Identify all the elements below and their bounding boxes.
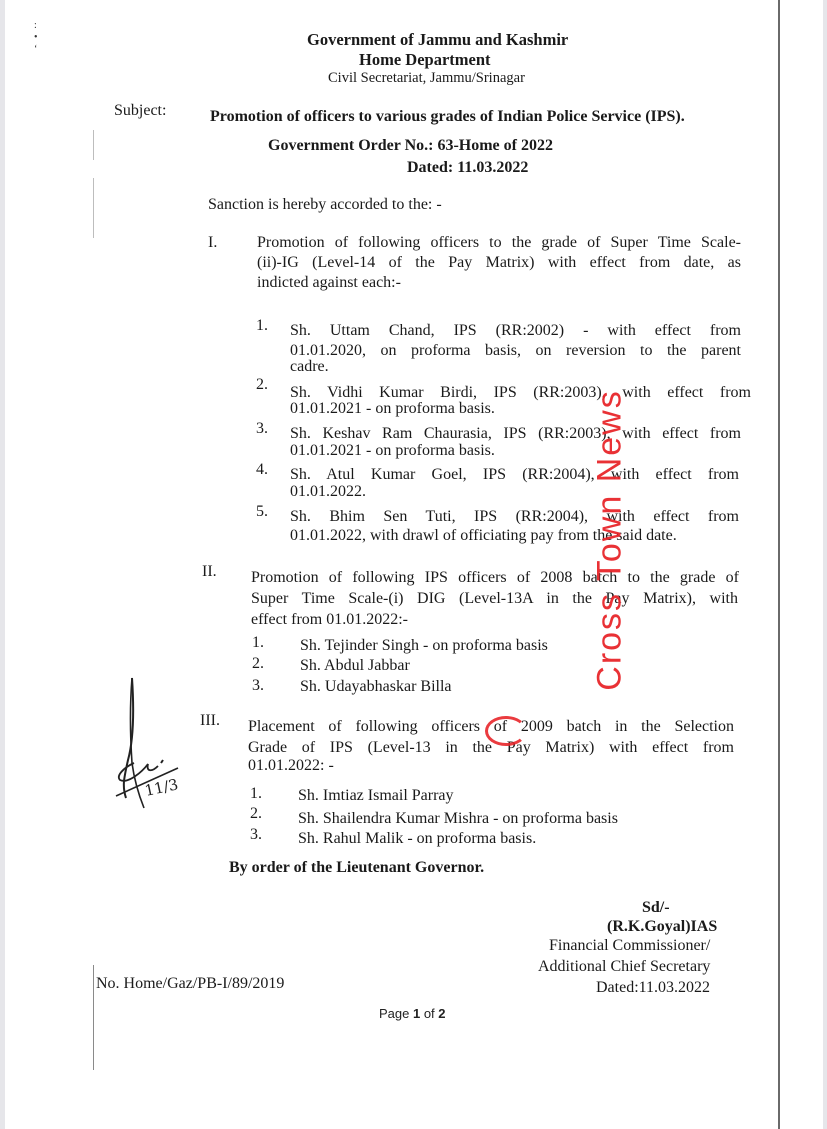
section-numeral: I. bbox=[208, 234, 218, 251]
scan-specks: : • ‘ bbox=[34, 20, 38, 55]
section-text: effect from 01.01.2022:- bbox=[251, 611, 408, 628]
item-number: 3. bbox=[250, 826, 262, 843]
item-number: 1. bbox=[250, 785, 262, 802]
item-number: 2. bbox=[252, 655, 264, 672]
officer-entry: 01.01.2020, on proforma basis, on reversion to the parent bbox=[290, 342, 741, 359]
officer-entry: Sh. Vidhi Kumar Birdi, IPS (RR:2003), with effect from bbox=[290, 384, 751, 401]
signatory-title: Additional Chief Secretary bbox=[538, 958, 711, 975]
handwritten-signature bbox=[108, 668, 188, 813]
officer-entry: Sh. Bhim Sen Tuti, IPS (RR:2004), with effect from bbox=[290, 508, 739, 525]
officer-entry: Sh. Udayabhaskar Billa bbox=[300, 678, 452, 695]
right-margin-rule bbox=[778, 0, 780, 1129]
sanction-intro: Sanction is hereby accorded to the: - bbox=[208, 196, 442, 213]
item-number: 1. bbox=[256, 317, 268, 334]
signatory-title: Financial Commissioner/ bbox=[549, 937, 711, 954]
page-indicator: Page 1 of 2 bbox=[379, 1006, 446, 1021]
item-number: 1. bbox=[252, 634, 264, 651]
section-text: indicted against each:- bbox=[257, 274, 401, 291]
officer-entry: Sh. Shailendra Kumar Mishra - on proforma basis bbox=[298, 810, 618, 827]
left-margin-mark bbox=[93, 178, 94, 238]
item-number: 2. bbox=[256, 376, 268, 393]
closing-line: By order of the Lieutenant Governor. bbox=[229, 859, 485, 876]
order-number: Government Order No.: 63-Home of 2022 bbox=[268, 137, 553, 154]
left-margin-mark bbox=[93, 965, 94, 1070]
section-text: Placement of following officers of 2009 batch in the Selection bbox=[248, 718, 734, 735]
officer-entry: Sh. Abdul Jabbar bbox=[300, 657, 410, 674]
officer-entry: Sh. Atul Kumar Goel, IPS (RR:2004), with effect from bbox=[290, 466, 739, 483]
signature-sd: Sd/- bbox=[642, 899, 670, 916]
section-text: Promotion of following officers to the grade of Super Time Scale- bbox=[257, 234, 741, 251]
item-number: 4. bbox=[256, 461, 268, 478]
section-text: Promotion of following IPS officers of 2008 batch to the grade of bbox=[251, 569, 739, 586]
item-number: 2. bbox=[250, 805, 262, 822]
officer-entry: cadre. bbox=[290, 358, 329, 375]
watermark: Cross Town News bbox=[590, 389, 629, 691]
item-number: 3. bbox=[256, 420, 268, 437]
header-department: Home Department bbox=[359, 50, 491, 69]
officer-entry: Sh. Keshav Ram Chaurasia, IPS (RR:2003), with effect from bbox=[290, 425, 741, 442]
officer-entry: Sh. Rahul Malik - on proforma basis. bbox=[298, 830, 537, 847]
subject-text: Promotion of officers to various grades of Indian Police Service (IPS). bbox=[210, 108, 685, 125]
reference-number: No. Home/Gaz/PB-I/89/2019 bbox=[96, 975, 285, 992]
left-margin-mark bbox=[93, 130, 94, 160]
header-government: Government of Jammu and Kashmir bbox=[307, 30, 569, 49]
section-text: Grade of IPS (Level-13 in the Pay Matrix) with effect from bbox=[248, 739, 734, 756]
page-border-left bbox=[0, 0, 5, 1129]
signatory-name: (R.K.Goyal)IAS bbox=[607, 918, 718, 935]
section-text: 01.01.2022: - bbox=[248, 757, 334, 774]
svg-text:11/3: 11/3 bbox=[143, 775, 180, 800]
officer-entry: Sh. Tejinder Singh - on proforma basis bbox=[300, 637, 548, 654]
item-number: 3. bbox=[252, 677, 264, 694]
order-date: Dated: 11.03.2022 bbox=[407, 159, 529, 176]
signature-date: Dated:11.03.2022 bbox=[596, 979, 711, 996]
section-numeral: III. bbox=[200, 712, 220, 729]
officer-entry: Sh. Imtiaz Ismail Parray bbox=[298, 787, 454, 804]
section-numeral: II. bbox=[202, 563, 217, 580]
officer-entry: 01.01.2021 - on proforma basis. bbox=[290, 400, 495, 417]
officer-entry: Sh. Uttam Chand, IPS (RR:2002) - with effect from bbox=[290, 322, 741, 339]
section-text: (ii)-IG (Level-14 of the Pay Matrix) with effect from date, as bbox=[257, 254, 741, 271]
item-number: 5. bbox=[256, 503, 268, 520]
officer-entry: 01.01.2022. bbox=[290, 483, 366, 500]
watermark-circle-mark bbox=[485, 716, 527, 746]
officer-entry: 01.01.2021 - on proforma basis. bbox=[290, 442, 495, 459]
officer-entry: 01.01.2022, with drawl of officiating pay from the said date. bbox=[290, 527, 677, 544]
header-address: Civil Secretariat, Jammu/Srinagar bbox=[328, 70, 525, 86]
section-text: Super Time Scale-(i) DIG (Level-13A in the Pay Matrix), with bbox=[251, 590, 738, 607]
subject-label: Subject: bbox=[114, 102, 167, 119]
page-border-right bbox=[823, 0, 827, 1129]
